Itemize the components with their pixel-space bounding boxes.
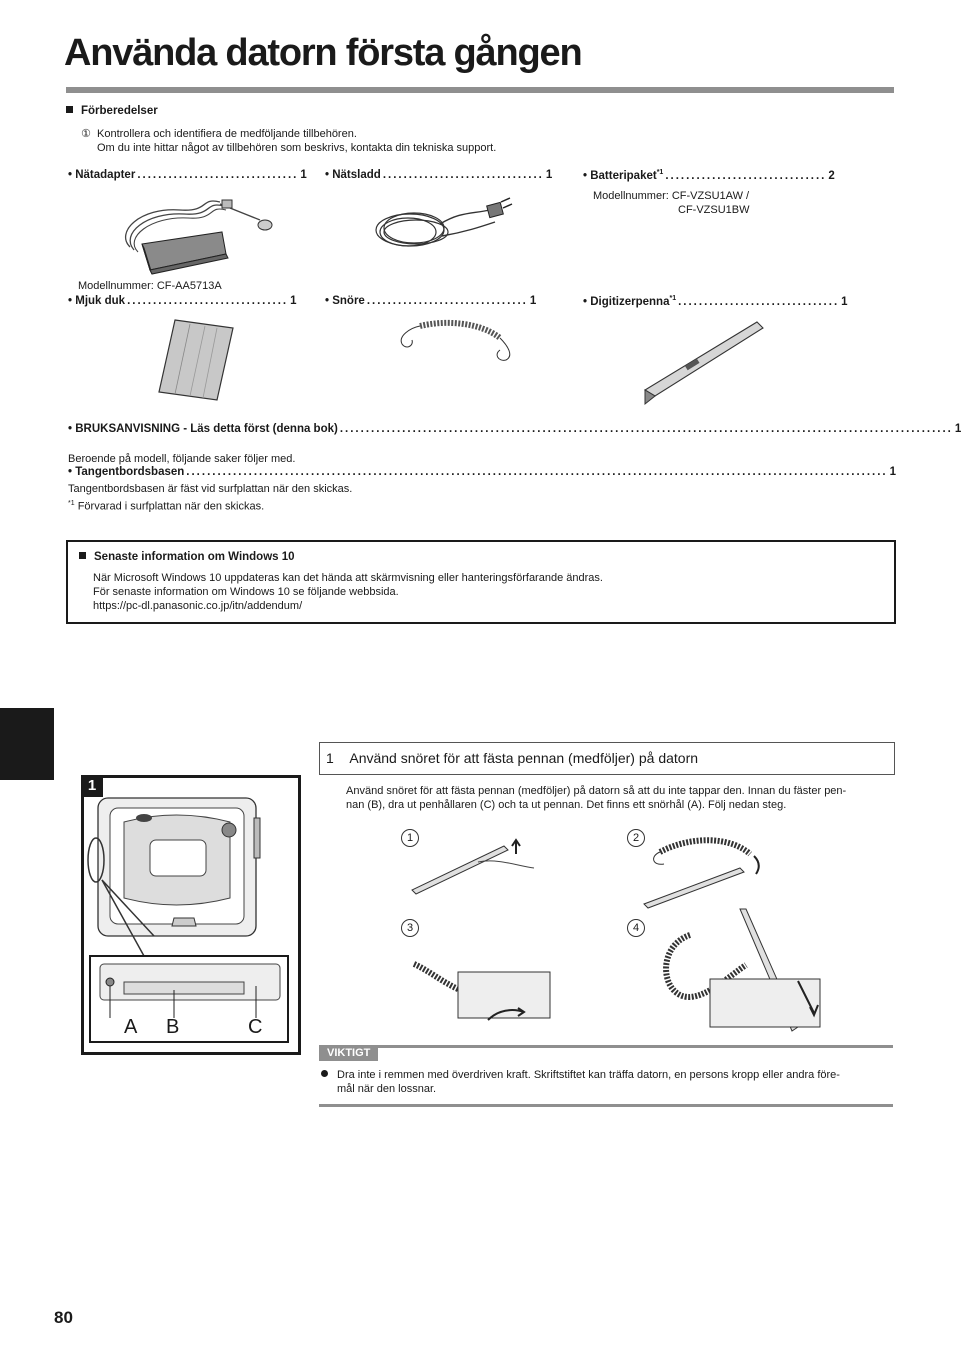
important-line-1: Dra inte i remmen med överdriven kraft. Skriftstiftet kan träffa datorn, en persons kropp eller andra före- (337, 1069, 840, 1081)
prep-line-1: Kontrollera och identifiera de medföljande tillbehören. (97, 128, 357, 140)
step-desc-1: Använd snöret för att fästa pennan (medföljer) på datorn så att du inte tappar den. Innan du fäster pen- (346, 785, 847, 797)
ac-adapter-label: Nätadapter (75, 169, 136, 181)
windows-line-1: När Microsoft Windows 10 uppdateras kan det hända att skärmvisning eller hanteringsförfarande ändras. (93, 572, 603, 584)
keyboard-note: Tangentbordsbasen är fäst vid surfplattan när den skickas. (68, 483, 353, 495)
substep-1: 1 (401, 829, 419, 847)
battery-model-1: Modellnummer: CF-VZSU1AW / (593, 190, 750, 202)
label-b: B (166, 1016, 180, 1038)
windows-line-2: För senaste information om Windows 10 se följande webbsida. (93, 586, 399, 598)
manual-item: • BRUKSANVISNING - Läs detta först (denna bok) ...................................................................................................................... 1 (68, 423, 961, 435)
windows-heading (79, 551, 295, 563)
battery-model-2: CF-VZSU1BW (678, 204, 750, 216)
step-desc-2: nan (B), dra ut penhållaren (C) och ta ut pennan. Det finns ett snörhål (A). Följ nedan steg. (346, 799, 787, 811)
footnote (68, 497, 264, 514)
bullet-icon (321, 1070, 328, 1077)
windows-url[interactable]: https://pc-dl.panasonic.co.jp/itn/addendum/ (93, 600, 303, 612)
manual-qty: 1 (954, 423, 961, 435)
power-cord-label: Nätsladd (332, 169, 381, 181)
cloth-label: Mjuk duk (75, 295, 126, 307)
keyboard-label: Tangentbordsbasen (75, 466, 185, 478)
battery-qty: 2 (828, 169, 835, 182)
tether-illustration (390, 316, 520, 366)
pen-label: Digitizerpenna (590, 295, 670, 308)
power-cord-item: • Nätsladd ............................... 1 (325, 169, 553, 181)
battery-label: Batteripaket (590, 169, 657, 182)
footnote-text: Förvarad i surfplattan när den skickas. (77, 500, 265, 513)
prep-line-2: Om du inte hittar något av tillbehören som beskrivs, kontakta din tekniska support. (97, 142, 497, 154)
keyboard-item: • Tangentbordsbasen ....................................................................................................................................... 1 (68, 466, 897, 478)
pen-illustration (635, 316, 765, 408)
important-tag: VIKTIGT (319, 1045, 378, 1061)
ac-adapter-illustration (110, 192, 280, 277)
important-divider (319, 1045, 893, 1048)
cloth-illustration (155, 316, 240, 406)
step-heading (326, 750, 698, 766)
prep-heading (66, 105, 158, 117)
power-cord-qty: 1 (545, 169, 553, 181)
tablet-back-illustration (84, 778, 294, 1048)
step-number: 1 (326, 750, 334, 766)
step-title: Använd snöret för att fästa pennan (medföljer) på datorn (349, 750, 699, 766)
chapter-tab (0, 708, 54, 780)
manual-label: BRUKSANVISNING - Läs detta först (denna bok) (75, 423, 338, 435)
footnote-mark: *1 (68, 500, 75, 507)
tether-item: • Snöre ............................... 1 (325, 295, 537, 307)
square-bullet-icon (79, 552, 86, 559)
title-divider (66, 87, 894, 93)
substep-2: 2 (627, 829, 645, 847)
battery-footnote-mark: *1 (656, 169, 664, 176)
pen-item: • Digitizerpenna$^{*1}$ ............................... 1 (583, 295, 848, 308)
page-number: 80 (54, 1308, 73, 1327)
substep-2-illustration (640, 832, 780, 912)
important-line-2: mål när den lossnar. (337, 1083, 437, 1095)
pen-footnote-mark: *1 (669, 295, 677, 302)
substep-1-illustration (408, 838, 543, 898)
substep-4: 4 (627, 919, 645, 937)
pen-qty: 1 (841, 295, 848, 308)
tether-qty: 1 (529, 295, 537, 307)
keyboard-qty: 1 (889, 466, 897, 478)
substep-4-illustration (650, 905, 825, 1035)
ac-adapter-qty: 1 (300, 169, 307, 181)
ac-adapter-item: • Nätadapter ............................... 1 (68, 169, 307, 181)
battery-item: • Batteripaket$^{*1}$ ............................... 2 (583, 169, 835, 182)
prep-step-marker: ① (81, 128, 91, 140)
model-note: Beroende på modell, följande saker följer med. (68, 453, 296, 465)
substep-3: 3 (401, 919, 419, 937)
windows-heading-text: Senaste information om Windows 10 (94, 551, 295, 563)
cloth-item: • Mjuk duk ............................... 1 (68, 295, 297, 307)
tether-label: Snöre (332, 295, 365, 307)
figure-number: 1 (81, 775, 103, 797)
substep-3-illustration (408, 956, 553, 1026)
power-cord-illustration (370, 192, 520, 257)
prep-heading-text: Förberedelser (81, 105, 158, 117)
ac-adapter-model: Modellnummer: CF-AA5713A (78, 280, 222, 292)
square-bullet-icon (66, 106, 73, 113)
bottom-divider (319, 1104, 893, 1107)
page-title: Använda datorn första gången (64, 32, 582, 74)
label-c: C (248, 1016, 263, 1038)
label-a: A (124, 1016, 138, 1038)
cloth-qty: 1 (290, 295, 297, 307)
